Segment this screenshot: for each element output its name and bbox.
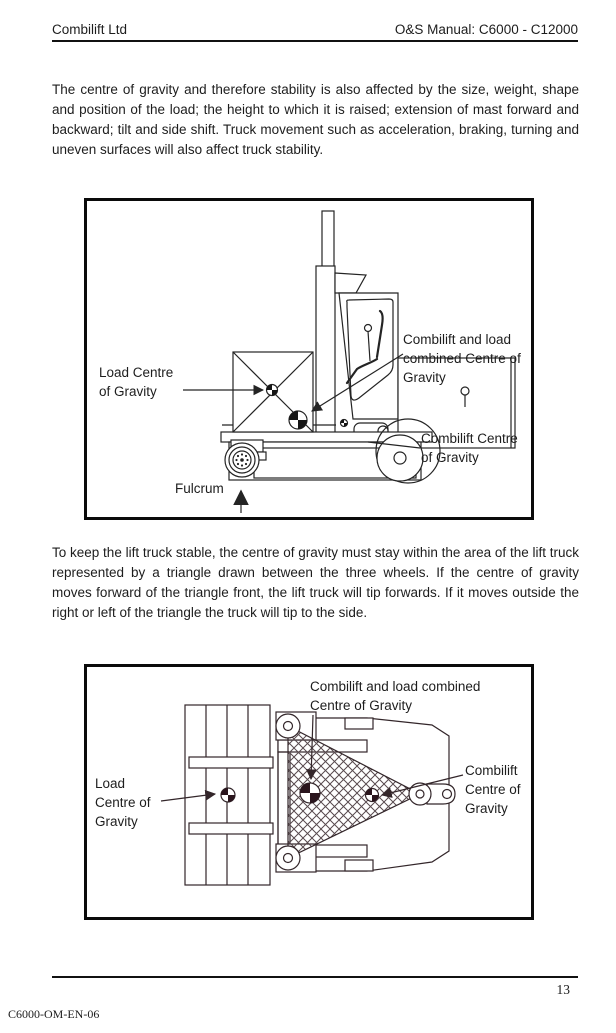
cab <box>339 293 398 419</box>
label-combilift-centre-of-gravity: Combilift Centre of Gravity <box>421 431 518 465</box>
combilift-cg-symbol <box>366 789 379 802</box>
label-load-centre-of-gravity: Load Centre of Gravity <box>95 776 151 829</box>
load-cg-symbol <box>267 385 278 396</box>
combined-cg-symbol <box>289 411 307 429</box>
page-number: 13 <box>556 982 570 997</box>
header-manual-title: O&S Manual: C6000 - C12000 <box>394 22 578 37</box>
label-combined-centre-of-gravity: Combilift and load combined Centre of Gravity <box>403 332 521 385</box>
label-fulcrum: Fulcrum <box>175 481 224 496</box>
front-wheel <box>225 443 259 477</box>
figure-top-view <box>84 664 534 920</box>
document-code: C6000-OM-EN-06 <box>8 1007 100 1021</box>
combined-cg-symbol <box>300 783 320 803</box>
paragraph-stability-triangle: To keep the lift truck stable, the centre of gravity must stay within the area of the lift truck represented by a triangle drawn between the three wheels. If the centre of gravity moves forward of the triangle front, the lift truck will tip forwards. If it moves outside the right or left of the triangle the truck will tip to the side. <box>52 545 579 620</box>
fork-upper <box>189 757 273 768</box>
footer-rule <box>52 976 578 978</box>
paragraph-stability-factors: The centre of gravity and therefore stability is also affected by the size, weight, shape and position of the load; the height to which it is raised; extension of mast forward and backward; tilt and side shift. Truck movement such as acceleration, braking, turning and uneven surfaces will also affect truck stability. <box>52 82 579 157</box>
label-combilift-centre-of-gravity: Combilift Centre of Gravity <box>465 763 521 816</box>
deck-cg-marker <box>341 420 348 427</box>
label-load-centre-of-gravity: Load Centre of Gravity <box>99 365 174 399</box>
label-combined-centre-of-gravity: Combilift and load combined Centre of Gravity <box>310 679 481 713</box>
figure-side-view <box>84 198 534 520</box>
page-header <box>52 8 578 42</box>
load-cg-symbol <box>221 788 235 802</box>
header-company: Combilift Ltd <box>52 22 128 37</box>
fork-lower <box>189 823 273 834</box>
